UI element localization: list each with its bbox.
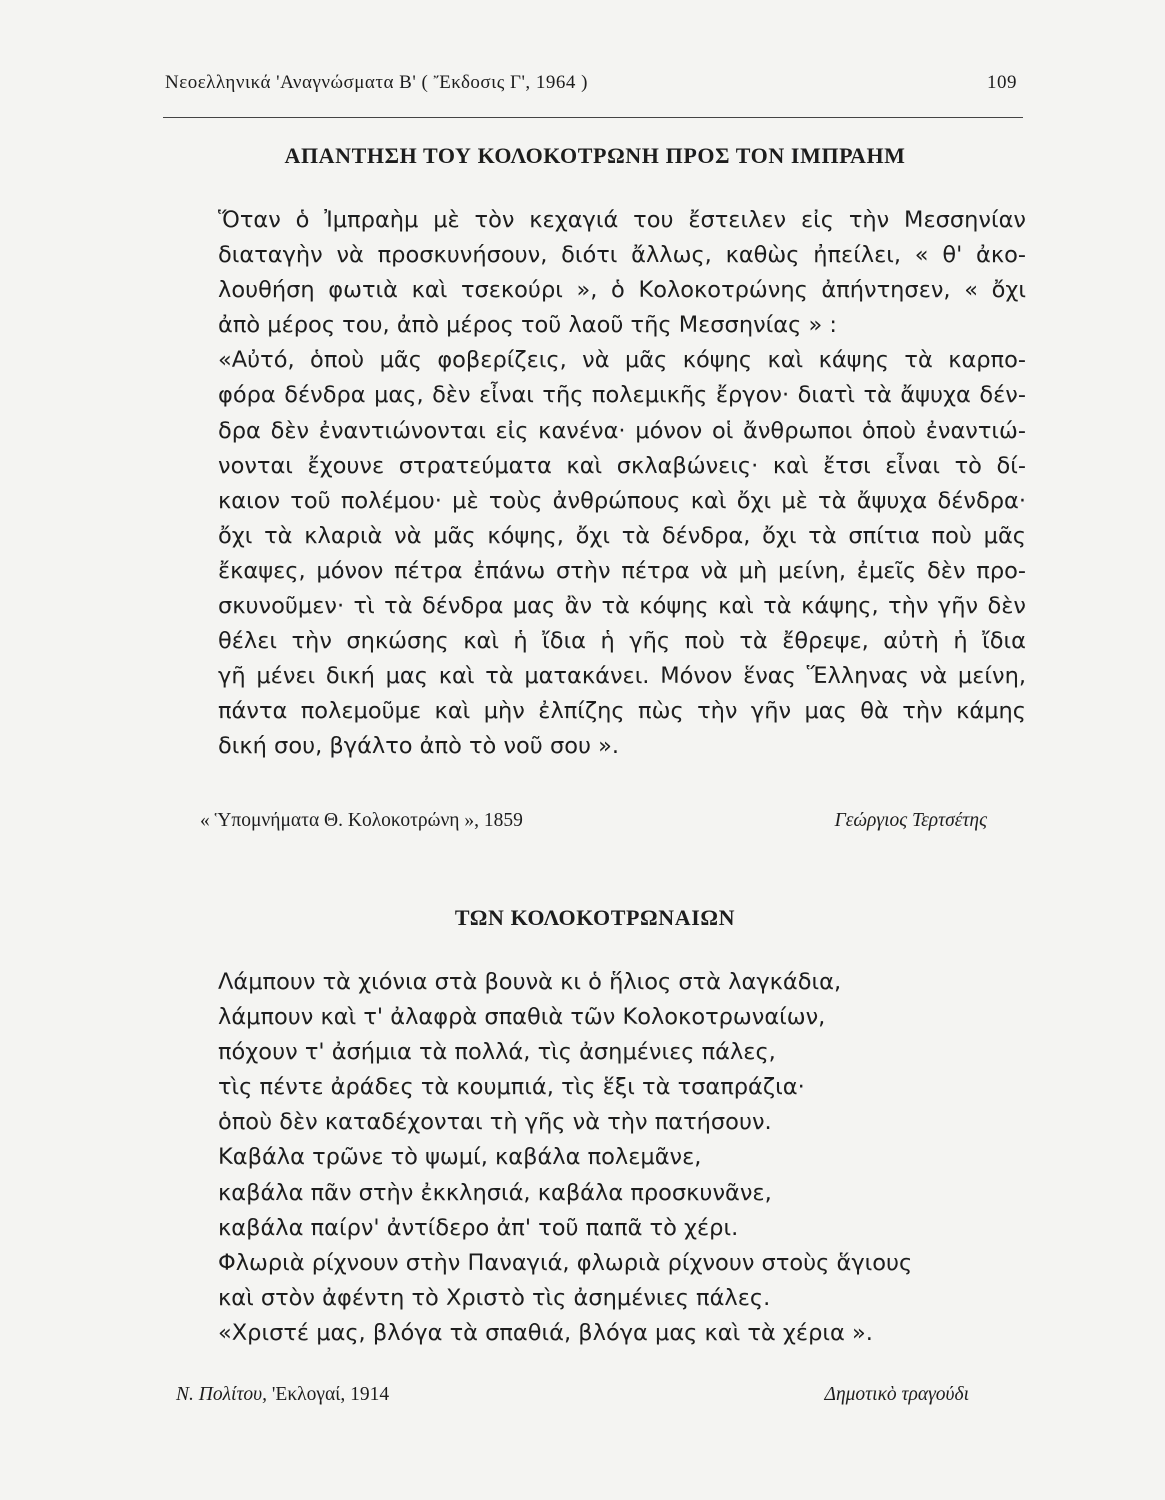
poem-verse: Φλωριὰ ρίχνουν στὴν Παναγιά, φλωριὰ ρίχνουν στοὺς ἅγιους [218, 1249, 913, 1276]
poem-verse: τὶς πέντε ἀράδες τὰ κουμπιά, τὶς ἕξι τὰ τσαπράζια· [218, 1074, 805, 1101]
poem-source-work: 'Εκλογαί, 1914 [271, 1384, 390, 1405]
source-author: Γεώργιος Τερτσέτης [834, 810, 987, 831]
text-line: πάντα πολεμοῦμε καὶ μὴν ἐλπίζης πὼς τὴν γῆν μας θὰ τὴν κάμης [218, 698, 1026, 725]
text-line: θέλει τὴν σηκώσης καὶ ἡ ἴδια ἡ γῆς ποὺ τὰ ἔθρεψε, αὐτὴ ἡ ἴδια [218, 628, 1026, 655]
section-title-response: ΑΠΑΝΤΗΣΗ ΤΟΥ ΚΟΛΟΚΟΤΡΩΝΗ ΠΡΟΣ ΤΟΝ ΙΜΠΡΑΗΜ [284, 143, 906, 168]
text-line: καιον τοῦ πολέμου· μὲ τοὺς ἀνθρώπους καὶ ὄχι μὲ τὰ ἄψυχα δένδρα· [218, 487, 1026, 514]
poem-verse: Καβάλα τρῶνε τὸ ψωμί, καβάλα πολεμᾶνε, [218, 1144, 702, 1171]
text-line: ἀπὸ μέρος του, ἀπὸ μέρος τοῦ λαοῦ τῆς Μεσσηνίας » : [218, 312, 837, 339]
source-citation: « Ὑπομνήματα Θ. Κολοκοτρώνη », 1859 [200, 810, 523, 831]
text-line: λουθήση φωτιὰ καὶ τσεκούρι », ὁ Κολοκοτρώνης ἀπήντησεν, « ὄχι [218, 277, 1026, 304]
poem-verse: Λάμπουν τὰ χιόνια στὰ βουνὰ κι ὁ ἥλιος στὰ λαγκάδια, [218, 969, 842, 995]
poem-verse: λάμπουν καὶ τ' ἀλαφρὰ σπαθιὰ τῶν Κολοκοτρωναίων, [218, 1004, 826, 1031]
header-rule [163, 117, 1023, 118]
text-line: διαταγὴν νὰ προσκυνήσουν, διότι ἄλλως, καθὼς ἠπείλει, « θ' ἀκο- [218, 242, 1026, 269]
header-title: Νεοελληνικά 'Αναγνώσματα Β' ( Ἔκδοσις Γ', 1964 ) [165, 72, 589, 93]
poem-verse: καβάλα παίρν' ἀντίδερο ἀπ' τοῦ παπᾶ τὸ χέρι. [218, 1214, 739, 1241]
poem-verse: καβάλα πᾶν στὴν ἐκκλησιά, καβάλα προσκυνᾶνε, [218, 1179, 772, 1206]
text-line: φόρα δένδρα μας, δὲν εἶναι τῆς πολεμικῆς ἔργον· διατὶ τὰ ἄψυχα δέν- [218, 382, 1026, 409]
poem-verse: πόχουν τ' ἀσήμια τὰ πολλά, τὶς ἀσημένιες πάλες, [218, 1039, 776, 1066]
section-title-poem: ΤΩΝ ΚΟΛΟΚΟΤΡΩΝΑΙΩΝ [454, 905, 736, 930]
poem-genre: Δημοτικὸ τραγούδι [824, 1384, 969, 1405]
poem-verse: καὶ στὸν ἀφέντη τὸ Χριστὸ τὶς ἀσημένιες πάλες. [218, 1284, 771, 1311]
page-number: 109 [987, 72, 1017, 93]
poem-verse: ὁποὺ δὲν καταδέχονται τὴ γῆς νὰ τὴν πατήσουν. [218, 1109, 772, 1136]
text-line: ὄχι τὰ κλαριὰ νὰ μᾶς κόψης, ὄχι τὰ δένδρα, ὄχι τὰ σπίτια ποὺ μᾶς [218, 522, 1026, 549]
text-line: νονται ἔχουνε στρατεύματα καὶ σκλαβώνεις· καὶ ἔτσι εἶναι τὸ δί- [218, 452, 1026, 479]
text-line: γῆ μένει δική μας καὶ τὰ ματακάνει. Μόνον ἕνας Ἕλληνας νὰ μείνη, [218, 663, 1026, 690]
poem-source-author: Ν. Πολίτου, [176, 1384, 268, 1405]
response-text [218, 203, 1026, 765]
text-line: σκυνοῦμεν· τὶ τὰ δένδρα μας ἂν τὰ κόψης καὶ τὰ κάψης, τὴν γῆν δὲν [218, 593, 1026, 620]
poem-verse: «Χριστέ μας, βλόγα τὰ σπαθιά, βλόγα μας καὶ τὰ χέρια ». [218, 1319, 873, 1346]
poem-text [218, 965, 1038, 1351]
text-line: «Αὐτό, ὁποὺ μᾶς φοβερίζεις, νὰ μᾶς κόψης καὶ κάψης τὰ καρπο- [218, 347, 1026, 374]
poem-source-citation [176, 1384, 389, 1406]
text-line: δρα δὲν ἐναντιώνονται εἰς κανένα· μόνον οἱ ἄνθρωποι ὁποὺ ἐναντιώ- [218, 417, 1026, 444]
text-line: δική σου, βγάλτο ἀπὸ τὸ νοῦ σου ». [218, 733, 620, 760]
text-line: Ὅταν ὁ Ἰμπραὴμ μὲ τὸν κεχαγιά του ἔστειλεν εἰς τὴν Μεσσηνίαν [218, 207, 1026, 233]
text-line: ἔκαψες, μόνον πέτρα ἐπάνω στὴν πέτρα νὰ μὴ μείνη, ἐμεῖς δὲν προ- [218, 557, 1026, 584]
